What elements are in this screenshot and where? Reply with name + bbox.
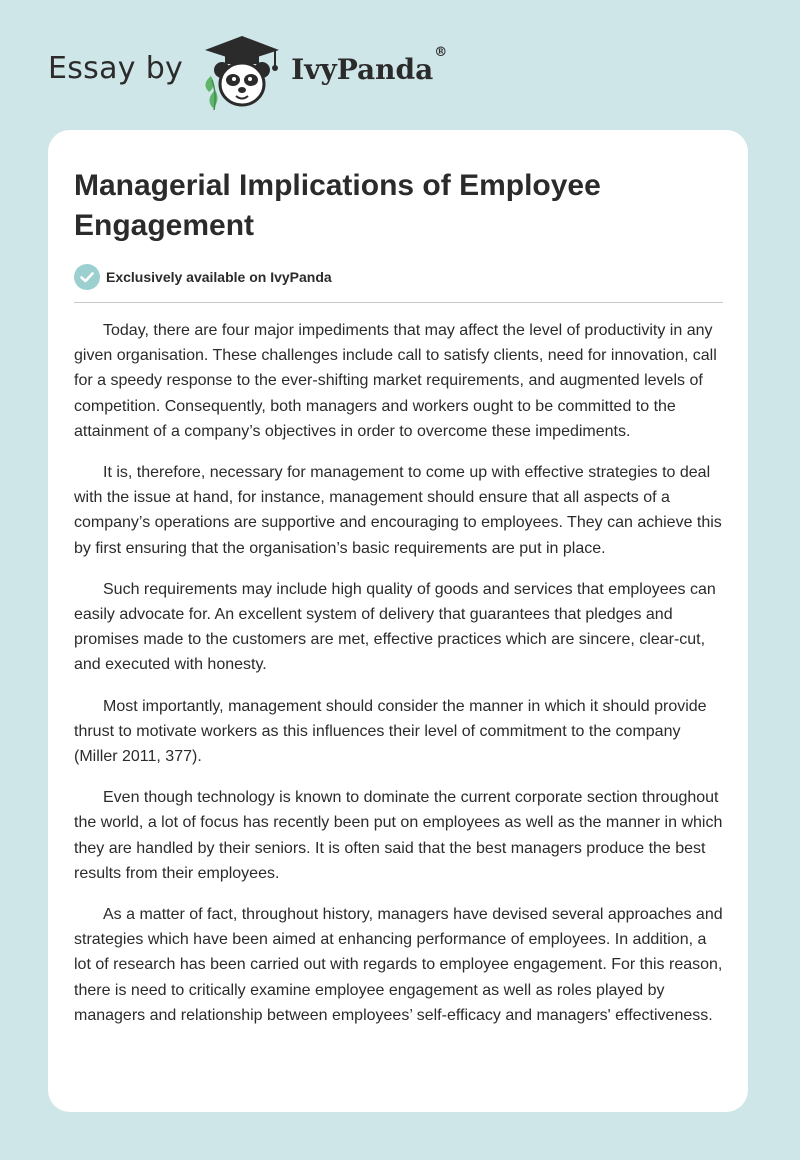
paragraph: Most importantly, management should consider the manner in which it should provide thrust to motivate workers as this influences their level of commitment to the company (Miller 2011, 377). <box>74 697 707 766</box>
page-title: Managerial Implications of Employee Engagement <box>74 169 601 242</box>
paragraph: Today, there are four major impediments that may affect the level of productivity in any given organisation. These challenges include call to satisfy clients, need for innovation, call for a speedy response to the ever-shifting market requirements, and augmented levels of competition. Consequently, both managers and workers ought to be committed to the attainment of a company’s objectives in order to overcome these impediments. <box>74 322 717 440</box>
divider <box>74 302 723 303</box>
paragraph: Even though technology is known to dominate the current corporate section throughout the world, a lot of focus has recently been put on employees as well as the manner in which they are handled by their seniors. It is often said that the best managers produce the best results from their employees. <box>74 789 723 882</box>
site-header <box>48 32 447 112</box>
essay-card <box>48 130 748 1112</box>
paragraph: As a matter of fact, throughout history, managers have devised several approaches and strategies which have been aimed at enhancing performance of employees. In addition, a lot of research has been carried out with regards to employee engagement. For this reason, there is need to critically examine employee engagement as well as roles played by managers and relationship between employees’ self-efficacy and managers' effectiveness. <box>74 906 723 1024</box>
check-circle-icon <box>74 264 100 290</box>
brand-name-text: IvyPanda <box>291 52 434 86</box>
essay-body <box>74 318 726 1044</box>
registered-mark: ® <box>434 45 448 61</box>
exclusive-badge-text: Exclusively available on IvyPanda <box>106 269 332 285</box>
paragraph: It is, therefore, necessary for management to come up with effective strategies to deal with the issue at hand, for instance, management should ensure that all aspects of a company’s operations are supportive and encouraging to employees. They can achieve this by first ensuring that the organisation’s basic requirements are put in place. <box>74 464 722 557</box>
ivypanda-logo-icon[interactable] <box>197 32 287 112</box>
exclusive-badge <box>74 264 332 290</box>
brand-name[interactable] <box>291 45 448 86</box>
essay-by-label: Essay by <box>48 50 184 86</box>
paragraph: Such requirements may include high quality of goods and services that employees can easily advocate for. An excellent system of delivery that guarantees that pledges and promises made to the customers are met, effective practices which are sincere, clear-cut, and executed with honesty. <box>74 580 716 674</box>
